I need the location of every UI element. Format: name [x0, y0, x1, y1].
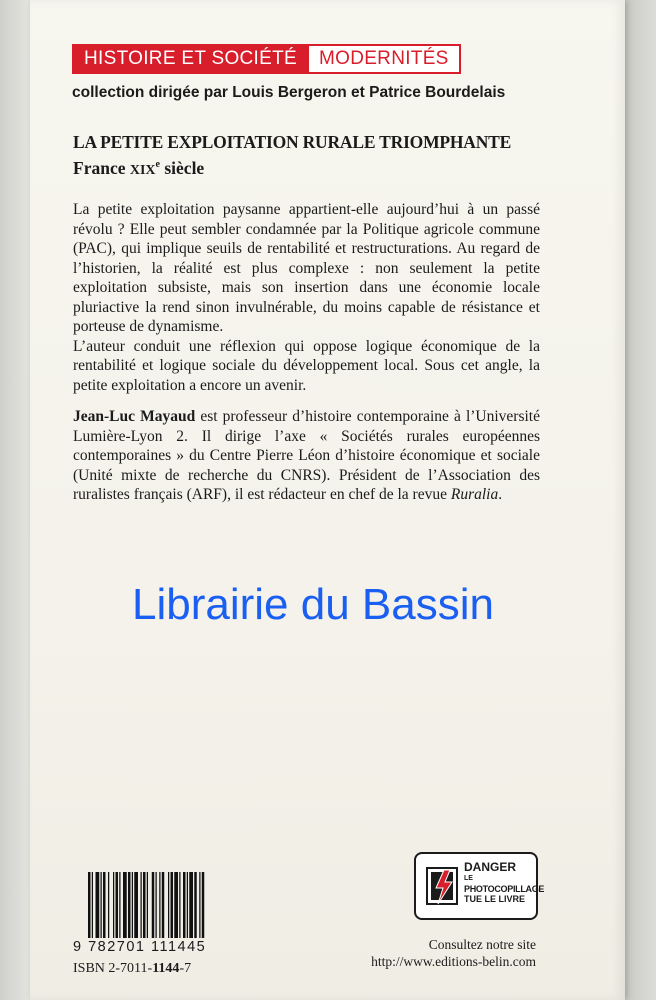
barcode-bar — [123, 872, 127, 938]
journal-name: Ruralia — [450, 486, 499, 503]
website-url[interactable]: http://www.editions-belin.com — [371, 954, 536, 969]
author-name: Jean-Luc Mayaud — [73, 408, 196, 425]
barcode-bar — [174, 872, 178, 938]
barcode-bar — [134, 872, 138, 938]
publisher-website — [340, 936, 536, 970]
barcode-bar — [141, 872, 142, 938]
barcode-bar — [147, 872, 148, 938]
page-edge-right — [625, 0, 656, 1000]
barcode-bar — [202, 872, 205, 938]
barcode-bar — [179, 872, 180, 938]
barcode-bar — [119, 872, 120, 938]
book-subtitle: France XIXe siècle — [73, 158, 205, 178]
barcode-bar — [116, 872, 119, 938]
barcode-bar — [183, 872, 186, 938]
isbn: ISBN 2-7011-1144-7 — [73, 961, 192, 976]
barcode-bar — [194, 872, 197, 938]
barcode-bar — [88, 872, 91, 938]
barcode-bar — [199, 872, 200, 938]
barcode-bar — [103, 872, 106, 938]
author-bio: Jean-Luc Mayaud est professeur d’histoire contemporaine à l’Université Lumière-Lyon 2. Il dirige l’axe « Sociétés rurales européennes contemporaines » du Centre Pierre Léon d’histoire économique et sociale (Unité mixte de recherche du CNRS). Président de l’Association des ruralistes français (ARF), il est rédacteur en chef de la revue Ruralia. — [73, 408, 540, 503]
description-paragraph-1: La petite exploitation paysanne appartient-elle aujourd’hui à un passé révolu ? Elle peut sembler condamnée par la Politique agricole commune (PAC), qui implique seuils de rentabilité et restructurations. Au regard de l’historien, la réalité est plus complexe : non seulement la petite exploitation subsiste, mais son insertion dans une économie locale pluriactive la rend sinon invulnérable, du moins capable de résistance et porteuse de dynamisme. — [73, 201, 540, 335]
barcode-bar — [128, 872, 131, 938]
banner-histoire: HISTOIRE ET SOCIÉTÉ — [72, 44, 307, 74]
barcode-bar — [143, 872, 146, 938]
collection-banner — [72, 44, 461, 74]
barcode-bar — [108, 872, 109, 938]
collection-editors: collection dirigée par Louis Bergeron et Patrice Bourdelais — [72, 84, 506, 101]
barcode-bar — [113, 872, 114, 938]
book-lightning-icon — [424, 864, 462, 908]
barcode — [88, 872, 240, 938]
bookseller-watermark: Librairie du Bassin — [132, 580, 494, 629]
book-title: LA PETITE EXPLOITATION RURALE TRIOMPHANTE — [73, 132, 512, 152]
website-label: Consultez notre site — [428, 937, 536, 952]
barcode-bar — [152, 872, 155, 938]
description — [73, 200, 540, 395]
page-edge-left — [0, 0, 30, 1000]
barcode-bar — [132, 872, 133, 938]
barcode-bar — [159, 872, 160, 938]
barcode-bar — [187, 872, 188, 938]
barcode-bar — [101, 872, 102, 938]
barcode-bar — [171, 872, 174, 938]
banner-modernites: MODERNITÉS — [307, 44, 461, 74]
barcode-bar — [189, 872, 193, 938]
barcode-bar — [168, 872, 169, 938]
description-paragraph-2: L’auteur conduit une réflexion qui oppose logique économique de la rentabilité et logique sociale du développement local. Sous cet angle, la petite exploitation a encore un avenir. — [73, 337, 540, 394]
barcode-bar — [92, 872, 93, 938]
barcode-bar — [96, 872, 100, 938]
barcode-bar — [162, 872, 165, 938]
barcode-bar — [156, 872, 157, 938]
barcode-number: 9 782701 111445 — [73, 939, 207, 955]
danger-photocopillage-logo: DANGER LE PHOTOCOPILLAGE TUE LE LIVRE — [414, 852, 538, 920]
